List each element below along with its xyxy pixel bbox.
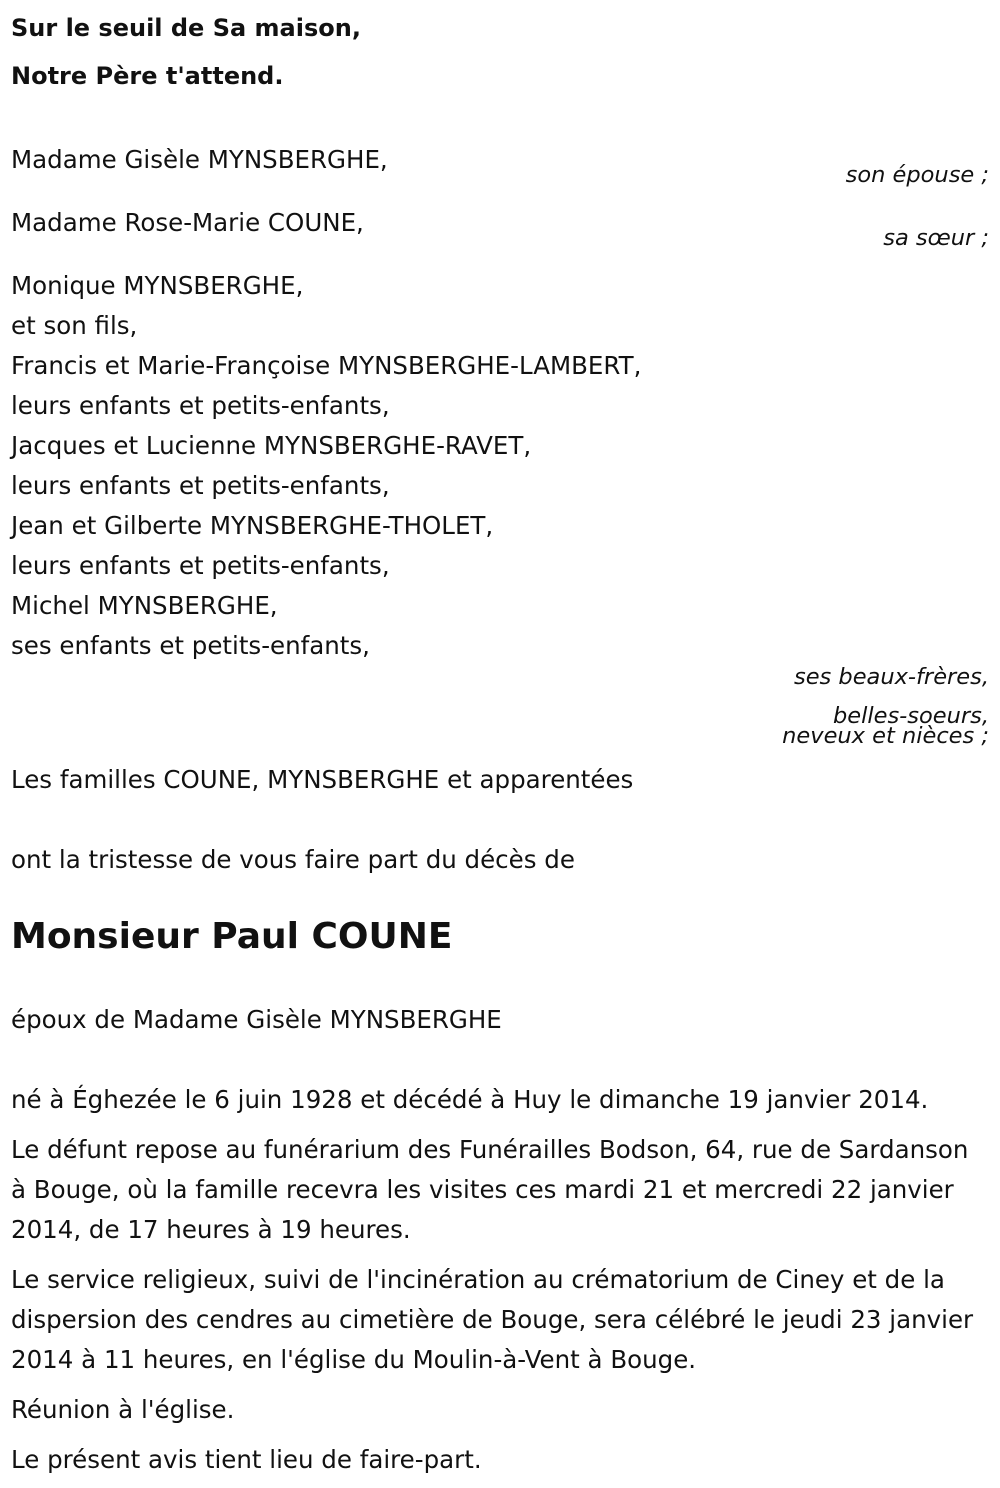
siblings-relation-line-3: neveux et nièces ;: [782, 723, 989, 749]
opening-verse: [11, 4, 989, 100]
sister-name: Madame Rose-Marie COUNE,: [11, 208, 364, 237]
deceased-name: Monsieur Paul COUNE: [11, 916, 453, 957]
funerarium-paragraph: Le défunt repose au funérarium des Funérailles Bodson, 64, rue de Sardanson à Bouge, où la famille recevra les visites ces mardi 21 et mercredi 22 janvier 2014, de 17 heures à 19 heures.: [11, 1135, 969, 1244]
verse-line-2: Notre Père t'attend.: [11, 62, 284, 90]
spouse-line: époux de Madame Gisèle MYNSBERGHE: [11, 1005, 502, 1034]
siblings-relation: [11, 664, 989, 748]
wife-relation: son épouse ;: [845, 162, 989, 188]
list-item: Monique MYNSBERGHE,: [11, 271, 304, 300]
service-paragraph: Le service religieux, suivi de l'incinération au crématorium de Ciney et de la dispersion des cendres au cimetière de Bouge, sera célébré le jeudi 23 janvier 2014 à 11 heures, en l'église du Moulin-à-Vent à Bouge.: [11, 1265, 974, 1374]
list-item: et son fils,: [11, 311, 138, 340]
notice-line: Le présent avis tient lieu de faire-part.: [11, 1445, 482, 1474]
verse-line-1: Sur le seuil de Sa maison,: [11, 14, 361, 42]
list-item: Francis et Marie-Françoise MYNSBERGHE-LAMBERT,: [11, 351, 642, 380]
announcement: ont la tristesse de vous faire part du décès de: [11, 845, 575, 874]
list-item: Jacques et Lucienne MYNSBERGHE-RAVET,: [11, 431, 532, 460]
sister-relation: sa sœur ;: [883, 225, 989, 251]
obituary-notice: [11, 0, 989, 1480]
family-list: [11, 140, 989, 800]
siblings-list: [11, 266, 989, 666]
families-line: Les familles COUNE, MYNSBERGHE et apparentées: [11, 765, 634, 794]
list-item: Michel MYNSBERGHE,: [11, 591, 278, 620]
list-item: leurs enfants et petits-enfants,: [11, 551, 390, 580]
list-item: ses enfants et petits-enfants,: [11, 631, 370, 660]
list-item: leurs enfants et petits-enfants,: [11, 391, 390, 420]
wife-name: Madame Gisèle MYNSBERGHE,: [11, 145, 388, 174]
siblings-relation-line-1: ses beaux-frères,: [793, 664, 989, 690]
meeting-line: Réunion à l'église.: [11, 1395, 235, 1424]
list-item: Jean et Gilberte MYNSBERGHE-THOLET,: [11, 511, 494, 540]
birth-death-line: né à Éghezée le 6 juin 1928 et décédé à Huy le dimanche 19 janvier 2014.: [11, 1085, 929, 1114]
siblings-relation-line-2: belles-soeurs,: [832, 703, 989, 729]
list-item: leurs enfants et petits-enfants,: [11, 471, 390, 500]
